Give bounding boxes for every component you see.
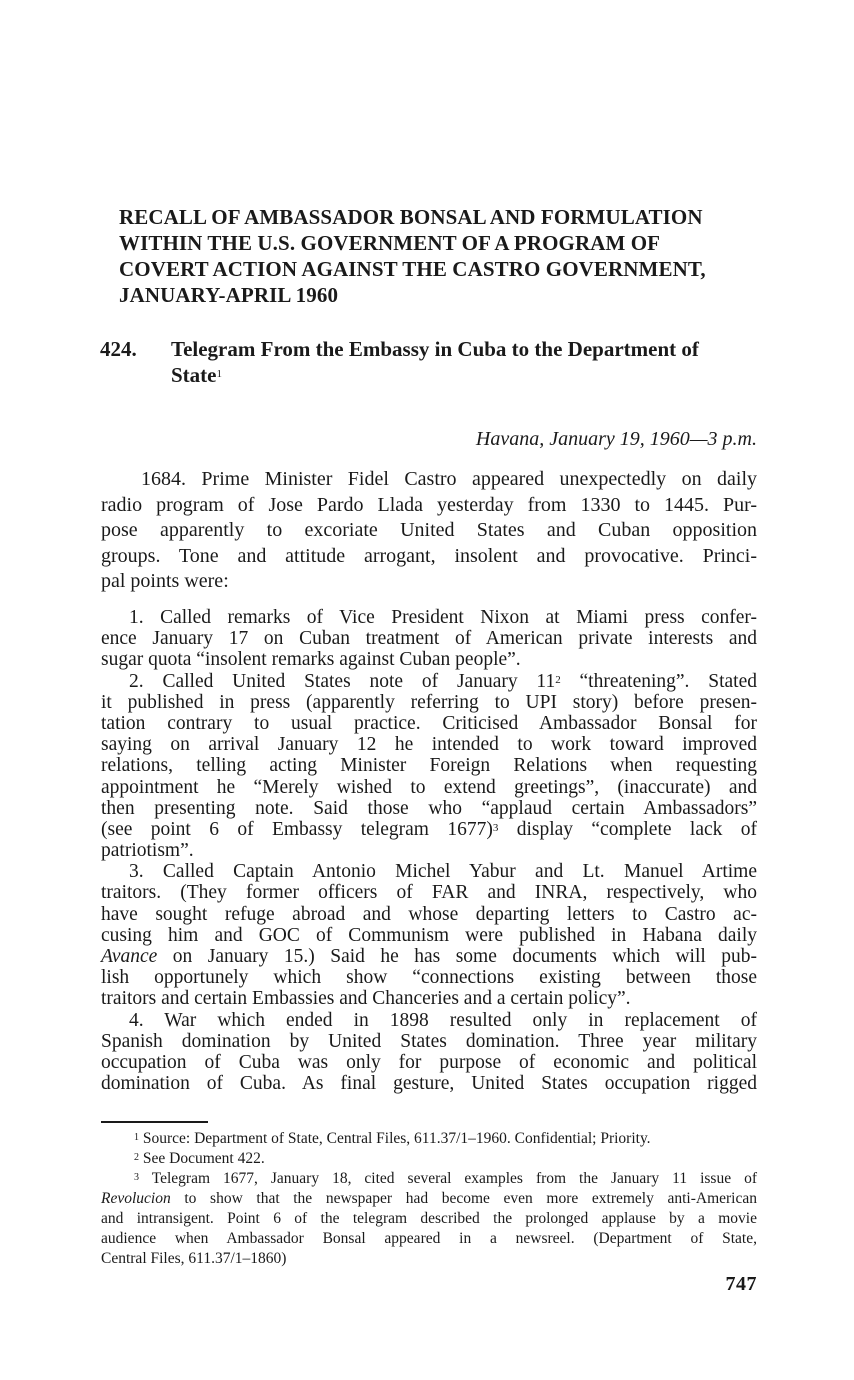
text-line: it published in press (apparently referring to UPI story) before presen-	[101, 691, 757, 713]
text-line: traitors. (They former officers of FAR and INRA, respectively, who	[101, 882, 757, 904]
text-line: traitors and certain Embassies and Chanceries and a certain policy”.	[101, 988, 631, 1010]
text-line: 1. Called remarks of Vice President Nixon at Miami press confer-	[129, 607, 757, 628]
footnote-text: Source: Department of State, Central Files, 611.37/1–1960. Confidential; Priority.	[142, 1130, 651, 1147]
footnote-3-line: and intransigent. Point 6 of the telegram described the prolonged applause by a movie	[101, 1210, 757, 1227]
text-line: 3. Called Captain Antonio Michel Yabur and Lt. Manuel Artime	[129, 861, 757, 883]
chapter-title-line: WITHIN THE U.S. GOVERNMENT OF A PROGRAM OF	[119, 231, 661, 255]
footnote-3-line: audience when Ambassador Bonsal appeared in a newsreel. (Department of State,	[101, 1230, 757, 1247]
page-number: 747	[725, 1273, 757, 1295]
intro-paragraph	[101, 467, 757, 595]
text-line: occupation of Cuba was only for purpose of economic and political	[101, 1051, 757, 1073]
text-line: saying on arrival January 12 he intended to work toward improved	[101, 734, 757, 756]
text-segment: display “complete lack of	[516, 818, 757, 840]
footnote-ref[interactable]: 1	[216, 368, 222, 380]
text-line: then presenting note. Said those who “applaud certain Ambassadors”	[101, 797, 757, 819]
text-line: ence January 17 on Cuban treatment of American private interests and	[101, 628, 757, 650]
document-title-line	[171, 362, 761, 388]
document-title-line-2: State	[171, 363, 217, 387]
text-line: tation contrary to usual practice. Criticised Ambassador Bonsal for	[101, 712, 757, 734]
footnote-marker: 2	[134, 1152, 139, 1163]
document-title	[171, 336, 761, 388]
footnote-text: to show that the newspaper had become even more extremely anti-American	[184, 1190, 757, 1207]
newspaper-name: Avance	[101, 946, 158, 967]
footnote-marker: 3	[134, 1172, 139, 1183]
text-line: patriotism”.	[101, 840, 194, 862]
points-list	[101, 607, 757, 1094]
footnote-3-line: Central Files, 611.37/1–1860)	[101, 1250, 287, 1267]
footnotes	[101, 1129, 757, 1269]
text-segment: on January 15.) Said he has some documents which will pub-	[172, 946, 757, 967]
newspaper-name: Revolucion	[101, 1190, 171, 1207]
text-line	[101, 819, 757, 840]
text-line: lish opportunely which show “connections existing between those	[101, 967, 757, 989]
text-line: appointment he “Merely wished to extend greetings”, (inaccurate) and	[101, 776, 757, 798]
chapter-title-line: JANUARY-APRIL 1960	[119, 283, 339, 307]
footnote-3-line	[101, 1189, 757, 1209]
dateline: Havana, January 19, 1960—3 p.m.	[475, 428, 757, 450]
chapter-title-line: RECALL OF AMBASSADOR BONSAL AND FORMULATION	[119, 205, 703, 229]
text-line	[101, 671, 757, 692]
chapter-title-line: COVERT ACTION AGAINST THE CASTRO GOVERNMENT,	[119, 257, 706, 281]
footnote-1	[101, 1129, 757, 1149]
footnote-divider	[101, 1121, 208, 1123]
document-number: 424.	[100, 337, 137, 361]
footnote-ref[interactable]: 3	[492, 821, 499, 834]
text-line: pal points were:	[101, 570, 229, 592]
text-line: have sought refuge abroad and whose departing letters to Castro ac-	[101, 903, 757, 925]
document-title-line: Telegram From the Embassy in Cuba to the Department of	[171, 337, 699, 361]
text-line: groups. Tone and attitude arrogant, insolent and provocative. Princi-	[101, 544, 757, 567]
footnote-ref[interactable]: 2	[555, 673, 561, 686]
footnote-3	[101, 1169, 757, 1189]
text-segment: 2. Called United States note of January 11	[129, 670, 556, 692]
chapter-title	[119, 204, 759, 308]
footnote-text: See Document 422.	[142, 1150, 265, 1167]
text-line: Spanish domination by United States domination. Three year military	[101, 1030, 757, 1052]
text-line: 1684. Prime Minister Fidel Castro appeared unexpectedly on daily	[141, 468, 757, 490]
footnote-2	[101, 1149, 757, 1169]
text-line: 4. War which ended in 1898 resulted only in replacement of	[129, 1009, 757, 1031]
text-line: radio program of Jose Pardo Llada yesterday from 1330 to 1445. Pur-	[101, 493, 757, 516]
text-segment: (see point 6 of Embassy telegram 1677)	[101, 818, 493, 840]
text-line: relations, telling acting Minister Foreign Relations when requesting	[101, 755, 757, 777]
footnote-text: Telegram 1677, January 18, cited several examples from the January 11 issue of	[151, 1170, 757, 1187]
text-segment: “threatening”. Stated	[579, 670, 757, 692]
text-line: sugar quota “insolent remarks against Cuban people”.	[101, 649, 521, 671]
text-line: cusing him and GOC of Communism were published in Habana daily	[101, 924, 757, 946]
text-line: pose apparently to excoriate United States and Cuban opposition	[101, 519, 757, 541]
text-line	[101, 946, 757, 967]
text-line: domination of Cuba. As final gesture, United States occupation rigged	[101, 1073, 757, 1095]
footnote-marker: 1	[134, 1132, 139, 1143]
